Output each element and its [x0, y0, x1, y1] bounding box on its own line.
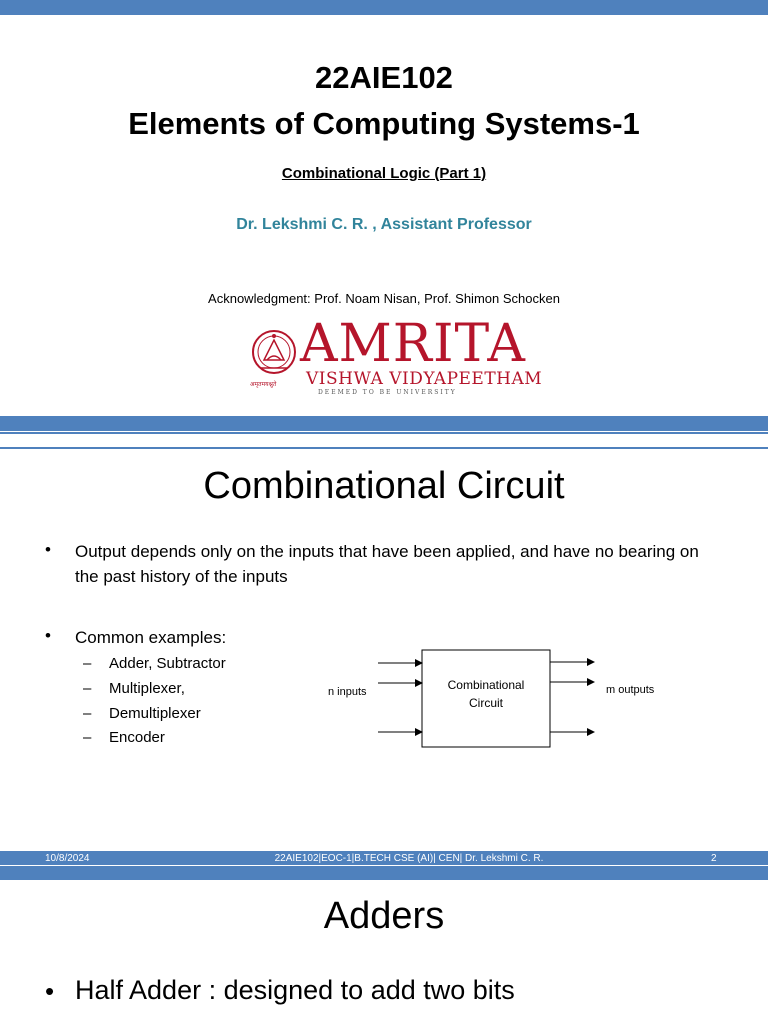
example-item: Encoder — [109, 729, 165, 746]
example-item: Multiplexer, — [109, 680, 185, 697]
dash-marker: – — [83, 680, 92, 697]
author-line: Dr. Lekshmi C. R. , Assistant Professor — [236, 216, 532, 233]
bullet-dot: • — [45, 976, 55, 1006]
circuit-box-line1: Combinational — [447, 678, 525, 692]
course-code: 22AIE102 — [315, 60, 453, 95]
logo-tagline: DEEMED TO BE UNIVERSITY — [318, 389, 457, 396]
footer-page-number: 2 — [711, 853, 717, 864]
logo-wordmark: AMRITA — [300, 314, 526, 374]
logo-subname: VISHWA VIDYAPEETHAM — [306, 369, 543, 389]
slide1-bottom-band — [0, 416, 768, 431]
footer-date: 10/8/2024 — [45, 853, 90, 864]
example-item: Demultiplexer — [109, 705, 201, 722]
acknowledgment: Acknowledgment: Prof. Noam Nisan, Prof. Shimon Schocken — [208, 291, 560, 306]
top-band — [0, 0, 768, 15]
slide2-title: Combinational Circuit — [203, 465, 565, 507]
footer-course-info: 22AIE102|EOC-1|B.TECH CSE (AI)| CEN| Dr. Lekshmi C. R. — [274, 853, 544, 864]
bullet-text-2: Common examples: — [75, 628, 227, 647]
bullet-dot: • — [45, 626, 51, 645]
dash-marker: – — [83, 655, 92, 672]
outputs-label: m outputs — [606, 684, 655, 696]
course-name: Elements of Computing Systems-1 — [128, 106, 640, 141]
slide3-top-band — [0, 866, 768, 880]
bullet-text-1: Output depends only on the inputs that have been applied, and have no bearing on the past history of the inputs — [75, 542, 699, 586]
slide-subtitle: Combinational Logic (Part 1) — [281, 165, 487, 182]
bullet-text-half-adder: Half Adder : designed to add two bits — [75, 975, 515, 1005]
logo-motto: अमृतमयश्नुते — [250, 382, 277, 388]
example-item: Adder, Subtractor — [109, 655, 226, 672]
dash-marker: – — [83, 729, 92, 746]
dash-marker: – — [83, 705, 92, 722]
inputs-label: n inputs — [328, 686, 367, 698]
bullet-dot: • — [45, 540, 51, 559]
circuit-box-label — [422, 676, 550, 712]
divider-line — [0, 432, 768, 434]
circuit-box-line2: Circuit — [468, 696, 503, 710]
slide2-top-band — [0, 447, 768, 449]
amrita-emblem-icon — [250, 324, 298, 380]
slide3-title: Adders — [323, 895, 445, 937]
